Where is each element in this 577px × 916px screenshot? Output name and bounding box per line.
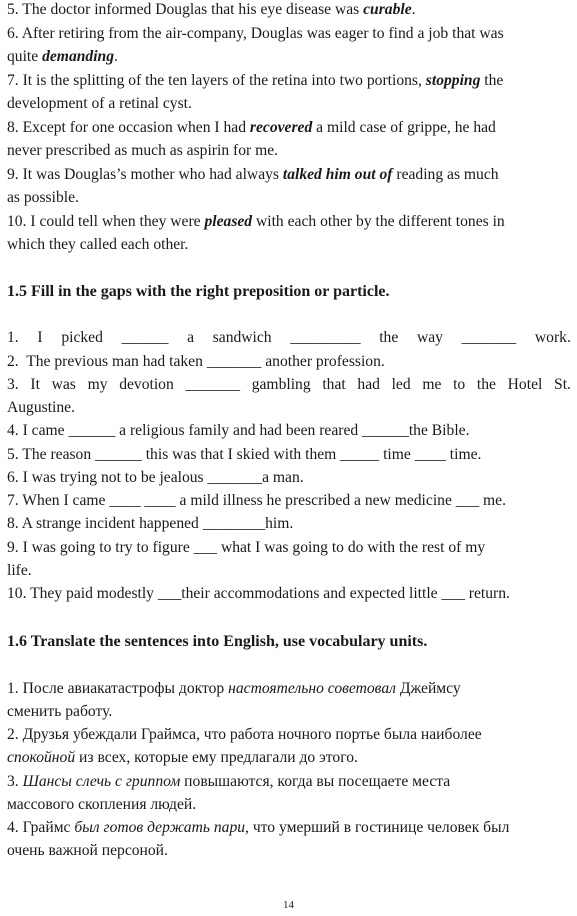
sentence-10-line-2: which they called each other. — [7, 236, 189, 253]
gap-question-10: 10. They paid modestly ___their accommodations and expected little ___ return. — [7, 585, 510, 602]
sentence-7-line-1: 7. It is the splitting of the ten layers of the retina into two portions, stopping the — [7, 72, 504, 89]
translate-sentence-3-line-2: массового скопления людей. — [7, 796, 197, 813]
blank: ______ — [121, 329, 169, 346]
vocab-unit: был готов держать пари — [74, 819, 246, 836]
gap-question-3-line-1: 3. It was my devotion _______ gambling that had led me to the Hotel St. — [7, 376, 571, 393]
vocab-unit: pleased — [204, 213, 253, 230]
blank: _________ — [290, 329, 361, 346]
sentence-6-line-1: 6. After retiring from the air-company, Douglas was eager to find a job that was — [7, 25, 504, 42]
translate-sentence-1-line-1: 1. После авиакатастрофы доктор настоятельно советовал Джеймсу — [7, 680, 461, 697]
sentence-9-line-2: as possible. — [7, 189, 79, 206]
vocab-unit: настоятельно советовал — [228, 680, 396, 697]
gap-question-6: 6. I was trying not to be jealous _______a man. — [7, 469, 304, 486]
gap-question-2: 2. The previous man had taken _______ another profession. — [7, 353, 385, 370]
sentence-7-line-2: development of a retinal cyst. — [7, 95, 192, 112]
vocab-unit: Шансы слечь с гриппом — [22, 773, 181, 790]
gap-question-9-line-2: life. — [7, 562, 32, 579]
translate-sentence-1-line-2: сменить работу. — [7, 703, 113, 720]
vocab-unit: demanding — [42, 48, 115, 65]
sentence-9-line-1: 9. It was Douglas’s mother who had always talked him out of reading as much — [7, 166, 499, 183]
sentence-10-line-1: 10. I could tell when they were pleased with each other by the different tones in — [7, 213, 505, 230]
vocab-unit: спокойной — [7, 749, 76, 766]
translate-sentence-3-line-1: 3. Шансы слечь с гриппом повышаются, когда вы посещаете места — [7, 773, 451, 790]
page-number: 14 — [283, 899, 294, 911]
gap-question-1: 1. I picked ______ a sandwich _________ the way _______ work. — [7, 329, 571, 346]
blank: _______ — [461, 329, 517, 346]
translate-sentence-4-line-1: 4. Граймс был готов держать пари, что умерший в гостинице человек был — [7, 819, 510, 836]
translate-sentence-4-line-2: очень важной персоной. — [7, 842, 168, 859]
sentence-8-line-1: 8. Except for one occasion when I had recovered a mild case of grippe, he had — [7, 119, 496, 136]
gap-question-4: 4. I came ______ a religious family and had been reared ______the Bible. — [7, 422, 470, 439]
vocab-unit: stopping — [425, 72, 481, 89]
sentence-8-line-2: never prescribed as much as aspirin for me. — [7, 142, 279, 159]
section-heading-1-6: 1.6 Translate the sentences into English, use vocabulary units. — [7, 633, 428, 650]
gap-question-7: 7. When I came ____ ____ a mild illness he prescribed a new medicine ___ me. — [7, 492, 506, 509]
gap-question-8: 8. A strange incident happened ________him. — [7, 515, 294, 532]
sentence-5: 5. The doctor informed Douglas that his eye disease was curable. — [7, 1, 416, 18]
gap-question-3-line-2: Augustine. — [7, 399, 76, 416]
gap-question-5: 5. The reason ______ this was that I skied with them _____ time ____ time. — [7, 446, 482, 463]
blank: _______ — [185, 376, 241, 393]
section-heading-1-5: 1.5 Fill in the gaps with the right preposition or particle. — [7, 283, 390, 300]
vocab-unit: recovered — [249, 119, 313, 136]
gap-question-9-line-1: 9. I was going to try to figure ___ what I was going to do with the rest of my — [7, 539, 486, 556]
translate-sentence-2-line-1: 2. Друзья убеждали Граймса, что работа ночного портье была наиболее — [7, 726, 482, 743]
translate-sentence-2-line-2: спокойной из всех, которые ему предлагали до этого. — [7, 749, 358, 766]
vocab-unit: curable — [363, 1, 412, 18]
sentence-6-line-2: quite demanding. — [7, 48, 118, 65]
vocab-unit: talked him out of — [282, 166, 393, 183]
